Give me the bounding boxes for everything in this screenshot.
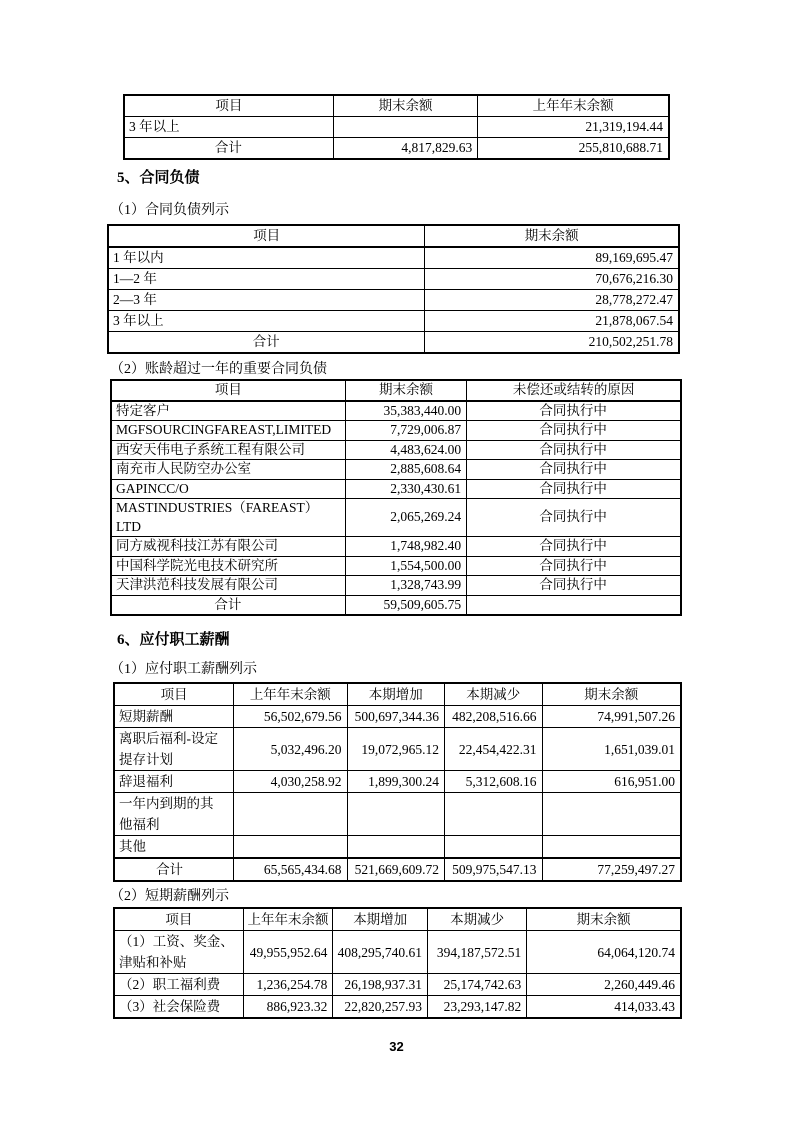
column-header: 期末余额 — [345, 380, 466, 401]
aging-balance-table — [123, 94, 670, 160]
table-cell: 7,729,006.87 — [345, 421, 466, 441]
column-header: 未偿还或结转的原因 — [467, 380, 681, 401]
table-cell: 合计 — [108, 332, 425, 354]
column-header: 本期减少 — [445, 683, 543, 706]
table-cell: 482,208,516.66 — [445, 706, 543, 728]
table-row — [114, 706, 681, 728]
table-cell: 合同执行中 — [467, 401, 681, 421]
column-header: 上年年末余额 — [478, 95, 669, 117]
table-cell: 特定客户 — [111, 401, 345, 421]
table-row — [111, 401, 681, 421]
table-cell: 合同执行中 — [467, 576, 681, 596]
column-header: 本期减少 — [428, 908, 527, 931]
table-row — [124, 117, 669, 138]
column-header: 期末余额 — [425, 225, 679, 247]
table-cell: 21,878,067.54 — [425, 311, 679, 332]
table-row — [108, 290, 679, 311]
table-cell: 886,923.32 — [243, 996, 333, 1019]
section-5-subsection-1-title: （1）合同负债列示 — [110, 203, 229, 218]
section-5-subsection-2-title: （2）账龄超过一年的重要合同负债 — [110, 362, 327, 377]
table-row — [111, 499, 681, 537]
column-header: 上年年末余额 — [234, 683, 347, 706]
table-row — [114, 974, 681, 996]
table-cell: 3 年以上 — [108, 311, 425, 332]
employee-compensation-table — [113, 682, 682, 882]
table-cell: 77,259,497.27 — [542, 858, 681, 881]
table-row — [114, 728, 681, 771]
table-row — [111, 421, 681, 441]
table-cell — [542, 836, 681, 859]
section-6-title: 6、应付职工薪酬 — [117, 632, 230, 648]
contract-liabilities-table — [107, 224, 680, 354]
table-cell: 其他 — [114, 836, 234, 859]
table-cell: 1,899,300.24 — [347, 771, 445, 793]
table-cell: 25,174,742.63 — [428, 974, 527, 996]
table-cell — [467, 595, 681, 615]
table-cell: 35,383,440.00 — [345, 401, 466, 421]
table-cell: 2,885,608.64 — [345, 460, 466, 480]
table-cell: 1,236,254.78 — [243, 974, 333, 996]
table-row — [108, 247, 679, 269]
table-row — [114, 836, 681, 859]
table-cell: 4,817,829.63 — [333, 138, 477, 160]
table-cell — [347, 793, 445, 836]
table-cell: 合计 — [111, 595, 345, 615]
table-cell: 1,328,743.99 — [345, 576, 466, 596]
column-header: 项目 — [114, 683, 234, 706]
table-cell: 合同执行中 — [467, 440, 681, 460]
table-cell — [234, 836, 347, 859]
table-cell: 西安天伟电子系统工程有限公司 — [111, 440, 345, 460]
table-cell: 255,810,688.71 — [478, 138, 669, 160]
table-header-row — [114, 683, 681, 706]
table-cell: 65,565,434.68 — [234, 858, 347, 881]
table-cell: 合计 — [114, 858, 234, 881]
short-term-compensation-table — [113, 907, 682, 1019]
table-row — [111, 595, 681, 615]
table-cell: 南充市人民防空办公室 — [111, 460, 345, 480]
table-cell: 2,260,449.46 — [527, 974, 681, 996]
table-cell: 408,295,740.61 — [333, 931, 428, 974]
table-cell: 辞退福利 — [114, 771, 234, 793]
table-header-row — [124, 95, 669, 117]
table-row — [108, 269, 679, 290]
overdue-contract-liabilities-table — [110, 379, 682, 616]
table-cell: 22,454,422.31 — [445, 728, 543, 771]
table-cell: 天津洪范科技发展有限公司 — [111, 576, 345, 596]
table-cell: 59,509,605.75 — [345, 595, 466, 615]
table-cell — [234, 793, 347, 836]
table-row — [108, 332, 679, 354]
table-cell: 1—2 年 — [108, 269, 425, 290]
table-row — [114, 858, 681, 881]
column-header: 期末余额 — [333, 95, 477, 117]
table-header-row — [114, 908, 681, 931]
table-cell: 1,554,500.00 — [345, 556, 466, 576]
table-cell: 合同执行中 — [467, 499, 681, 537]
column-header: 本期增加 — [347, 683, 445, 706]
table-cell: 89,169,695.47 — [425, 247, 679, 269]
column-header: 项目 — [108, 225, 425, 247]
table-row — [111, 537, 681, 557]
table-cell: 23,293,147.82 — [428, 996, 527, 1019]
table-cell: 一年内到期的其他福利 — [114, 793, 234, 836]
table-cell: 56,502,679.56 — [234, 706, 347, 728]
table-cell: GAPINCC/O — [111, 479, 345, 499]
table-row — [108, 311, 679, 332]
table-cell: 521,669,609.72 — [347, 858, 445, 881]
table-cell: 19,072,965.12 — [347, 728, 445, 771]
table-cell: 离职后福利-设定提存计划 — [114, 728, 234, 771]
table-cell: 26,198,937.31 — [333, 974, 428, 996]
table-row — [111, 576, 681, 596]
column-header: 期末余额 — [527, 908, 681, 931]
page-number: 32 — [389, 1039, 404, 1054]
table-row — [114, 793, 681, 836]
table-cell: 28,778,272.47 — [425, 290, 679, 311]
table-cell: 2—3 年 — [108, 290, 425, 311]
table-cell: （3）社会保险费 — [114, 996, 243, 1019]
table-cell: 1 年以内 — [108, 247, 425, 269]
column-header: 上年年末余额 — [243, 908, 333, 931]
table-header-row — [108, 225, 679, 247]
table-cell — [333, 117, 477, 138]
table-cell: 64,064,120.74 — [527, 931, 681, 974]
column-header: 项目 — [124, 95, 333, 117]
table-cell: 4,483,624.00 — [345, 440, 466, 460]
section-6-subsection-2-title: （2）短期薪酬列示 — [110, 889, 229, 904]
table-row — [114, 771, 681, 793]
table-row — [111, 440, 681, 460]
table-cell — [445, 836, 543, 859]
table-cell: 3 年以上 — [124, 117, 333, 138]
table-cell: 414,033.43 — [527, 996, 681, 1019]
column-header: 项目 — [111, 380, 345, 401]
table-cell: 22,820,257.93 — [333, 996, 428, 1019]
table-cell: 2,330,430.61 — [345, 479, 466, 499]
table-cell: 616,951.00 — [542, 771, 681, 793]
table-cell: 5,312,608.16 — [445, 771, 543, 793]
column-header: 本期增加 — [333, 908, 428, 931]
table-cell: 短期薪酬 — [114, 706, 234, 728]
table-cell: 210,502,251.78 — [425, 332, 679, 354]
table-cell: （2）职工福利费 — [114, 974, 243, 996]
column-header: 期末余额 — [542, 683, 681, 706]
table-cell: 1,651,039.01 — [542, 728, 681, 771]
table-cell: 2,065,269.24 — [345, 499, 466, 537]
table-row — [111, 556, 681, 576]
table-cell: MGFSOURCINGFAREAST,LIMITED — [111, 421, 345, 441]
table-cell: 4,030,258.92 — [234, 771, 347, 793]
table-cell: 5,032,496.20 — [234, 728, 347, 771]
table-cell: 合同执行中 — [467, 460, 681, 480]
section-6-subsection-1-title: （1）应付职工薪酬列示 — [110, 662, 257, 677]
table-row — [111, 479, 681, 499]
table-cell — [347, 836, 445, 859]
table-header-row — [111, 380, 681, 401]
table-cell: 74,991,507.26 — [542, 706, 681, 728]
table-cell — [445, 793, 543, 836]
table-row — [124, 138, 669, 160]
table-cell: 合同执行中 — [467, 421, 681, 441]
table-cell — [542, 793, 681, 836]
table-cell: 中国科学院光电技术研究所 — [111, 556, 345, 576]
column-header: 项目 — [114, 908, 243, 931]
table-cell: 合计 — [124, 138, 333, 160]
table-row — [114, 996, 681, 1019]
table-cell: 合同执行中 — [467, 537, 681, 557]
table-cell: 70,676,216.30 — [425, 269, 679, 290]
table-cell: 21,319,194.44 — [478, 117, 669, 138]
table-cell: 49,955,952.64 — [243, 931, 333, 974]
table-cell: 509,975,547.13 — [445, 858, 543, 881]
table-cell: MASTINDUSTRIES（FAREAST）LTD — [111, 499, 345, 537]
section-5-title: 5、合同负债 — [117, 170, 200, 186]
table-row — [111, 460, 681, 480]
table-cell: 合同执行中 — [467, 479, 681, 499]
table-cell: 500,697,344.36 — [347, 706, 445, 728]
table-row — [114, 931, 681, 974]
table-cell: （1）工资、奖金、津贴和补贴 — [114, 931, 243, 974]
table-cell: 1,748,982.40 — [345, 537, 466, 557]
table-cell: 合同执行中 — [467, 556, 681, 576]
table-cell: 同方威视科技江苏有限公司 — [111, 537, 345, 557]
table-cell: 394,187,572.51 — [428, 931, 527, 974]
